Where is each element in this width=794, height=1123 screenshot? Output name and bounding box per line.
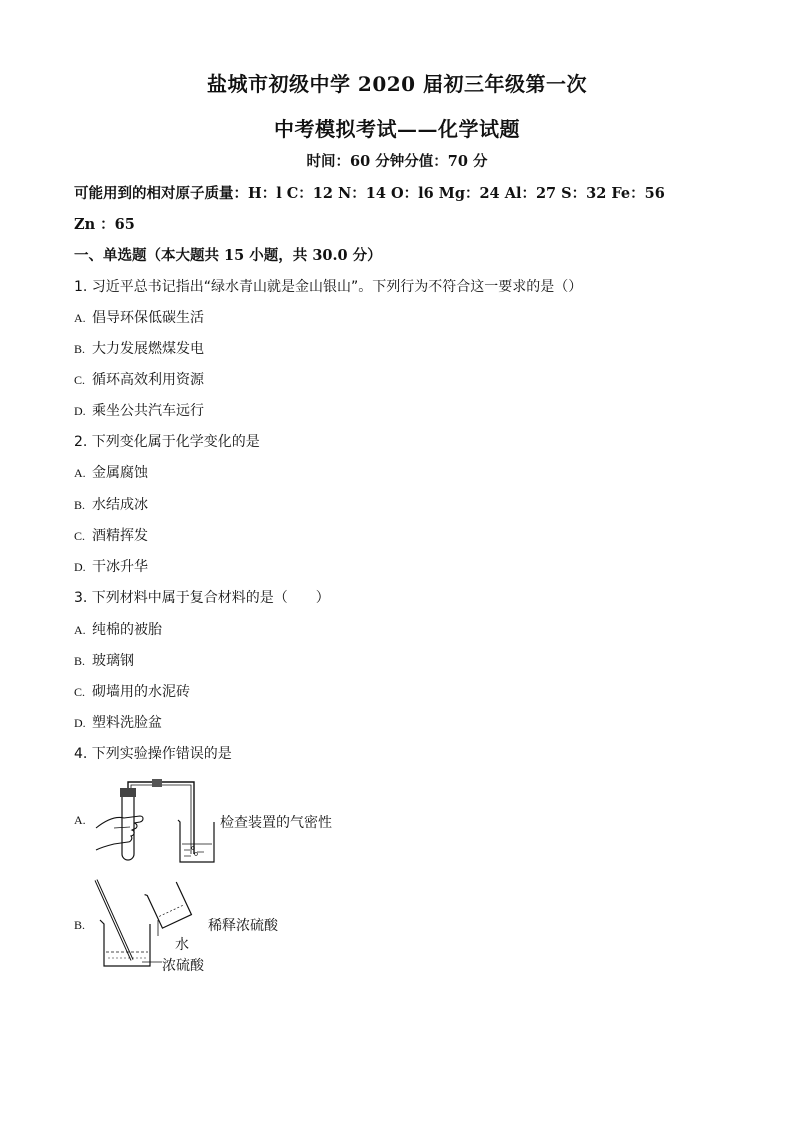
option-text: 倡导环保低碳生活 <box>92 310 204 326</box>
question-1-option-d <box>74 400 204 420</box>
option-letter: B. <box>74 498 86 512</box>
option-text: 水结成冰 <box>92 497 148 513</box>
option-text: 砌墙用的水泥砖 <box>92 684 190 700</box>
option-letter: A. <box>74 623 86 637</box>
question-3-stem: 3. 下列材料中属于复合材料的是（ ） <box>74 590 330 606</box>
question-4-option-a-letter: A. <box>74 813 86 827</box>
option-text: 乘坐公共汽车远行 <box>92 403 204 419</box>
question-2-stem: 2. 下列变化属于化学变化的是 <box>74 434 260 450</box>
atomic-masses-line1: 可能用到的相对原子质量：H：l C：12 N：14 O：l6 Mg：24 Al：27 S：32 Fe：56 <box>74 185 665 202</box>
option-letter: B. <box>74 654 86 668</box>
question-2-option-c <box>74 525 148 545</box>
question-2-option-b <box>74 494 148 514</box>
option-text: 纯棉的被胎 <box>92 622 162 638</box>
question-4-stem: 4. 下列实验操作错误的是 <box>74 746 232 762</box>
question-3-option-d <box>74 712 162 732</box>
atomic-masses-line2: Zn ：65 <box>74 216 135 233</box>
option-text: 干冰升华 <box>92 559 148 575</box>
question-4-option-b-letter: B. <box>74 918 86 932</box>
time-score-line: 时间：60 分钟分值：70 分 <box>306 153 488 170</box>
option-letter: C. <box>74 373 86 387</box>
option-text: 循环高效利用资源 <box>92 372 204 388</box>
exam-title-line2: 中考模拟考试——化学试题 <box>274 117 520 141</box>
option-letter: D. <box>74 560 86 574</box>
question-3-option-b <box>74 650 134 670</box>
option-letter: B. <box>74 342 86 356</box>
question-1-option-c <box>74 369 204 389</box>
option-text: 玻璃钢 <box>92 653 134 669</box>
concentrated-acid-label: 浓硫酸 <box>162 958 204 974</box>
option-text: 酒精挥发 <box>92 528 148 544</box>
option-letter: D. <box>74 404 86 418</box>
question-1-stem: 1. 习近平总书记指出“绿水青山就是金山银山”。下列行为不符合这一要求的是（） <box>74 279 583 295</box>
section-heading: 一、单选题（本大题共 15 小题，共 30.0 分） <box>74 247 382 264</box>
option-text: 大力发展燃煤发电 <box>92 341 204 357</box>
figure-b-caption: 稀释浓硫酸 <box>208 918 278 934</box>
figure-a-caption: 检查装置的气密性 <box>220 815 332 831</box>
option-text: 塑料洗脸盆 <box>92 715 162 731</box>
question-1-option-b <box>74 338 204 358</box>
question-3-option-a <box>74 619 162 639</box>
option-letter: C. <box>74 685 86 699</box>
airtightness-check-diagram <box>94 776 234 868</box>
exam-title-line1: 盐城市初级中学 2020 届初三年级第一次 <box>206 72 588 96</box>
question-1-option-a <box>74 307 204 327</box>
option-letter: A. <box>74 311 86 325</box>
option-text: 金属腐蚀 <box>92 465 148 481</box>
question-3-option-c <box>74 681 190 701</box>
question-2-option-a <box>74 462 148 482</box>
question-2-option-d <box>74 556 148 576</box>
option-letter: C. <box>74 529 86 543</box>
option-letter: D. <box>74 716 86 730</box>
water-label: 水 <box>175 937 189 953</box>
option-letter: A. <box>74 466 86 480</box>
